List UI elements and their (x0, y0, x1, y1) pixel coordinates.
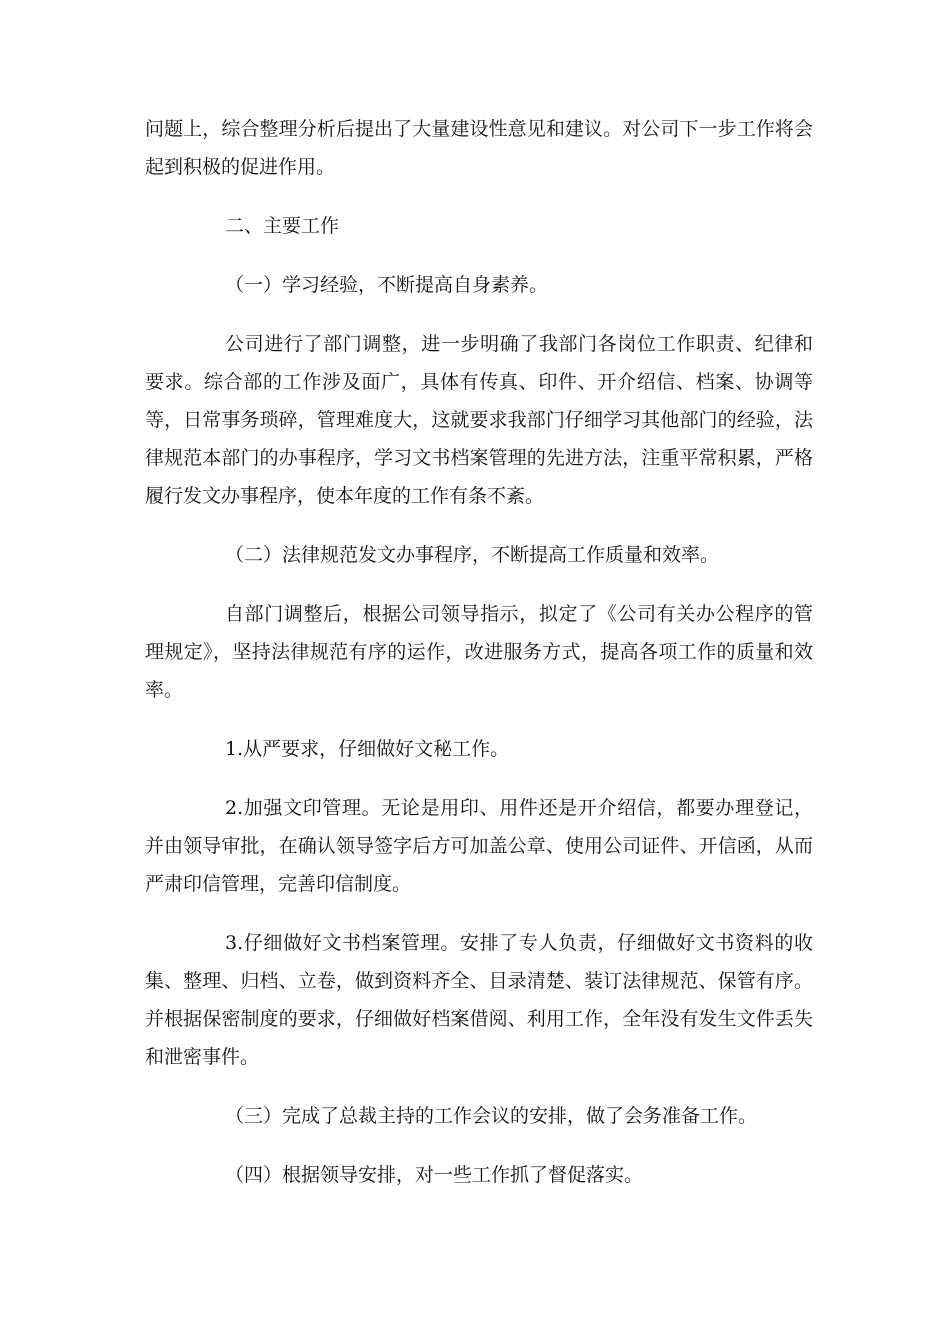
paragraph-office-regulations: 自部门调整后，根据公司领导指示，拟定了《公司有关办公程序的管理规定》，坚持法律规范有序的运作，改进服务方式，提高各项工作的质量和效率。 (145, 603, 813, 701)
document-body (145, 110, 813, 1194)
subheading-standardize-procedures: （二）法律规范发文办事程序，不断提高工作质量和效率。 (225, 544, 720, 566)
list-item-secretarial-work: 1.从严要求，仔细做好文秘工作。 (225, 738, 510, 760)
section-heading-main-work: 二、主要工作 (225, 215, 340, 237)
list-item-seal-management: 2.加强文印管理。无论是用印、用件还是开介绍信，都要办理登记，并由领导审批，在确认领导签字后方可加盖公章、使用公司证件、开信函，从而严肃印信管理，完善印信制度。 (145, 797, 813, 895)
subheading-supervision: （四）根据领导安排，对一些工作抓了督促落实。 (225, 1164, 644, 1186)
subheading-meeting-arrangement: （三）完成了总裁主持的工作会议的安排，做了会务准备工作。 (225, 1105, 758, 1127)
paragraph-continuation: 问题上，综合整理分析后提出了大量建设性意见和建议。对公司下一步工作将会起到积极的促进作用。 (145, 118, 813, 178)
paragraph-department-adjustment: 公司进行了部门调整，进一步明确了我部门各岗位工作职责、纪律和要求。综合部的工作涉及面广，具体有传真、印件、开介绍信、档案、协调等等，日常事务琐碎，管理难度大，这就要求我部门仔细学习其他部门的经验，法律规范本部门的办事程序，学习文书档案管理的先进方法，注重平常积累，严格履行发文办事程序，使本年度的工作有条不紊。 (145, 333, 813, 507)
subheading-learning: （一）学习经验，不断提高自身素养。 (225, 274, 549, 296)
list-item-archive-management: 3.仔细做好文书档案管理。安排了专人负责，仔细做好文书资料的收集、整理、归档、立卷，做到资料齐全、目录清楚、装订法律规范、保管有序。并根据保密制度的要求，仔细做好档案借阅、利用工作，全年没有发生文件丢失和泄密事件。 (145, 932, 813, 1068)
